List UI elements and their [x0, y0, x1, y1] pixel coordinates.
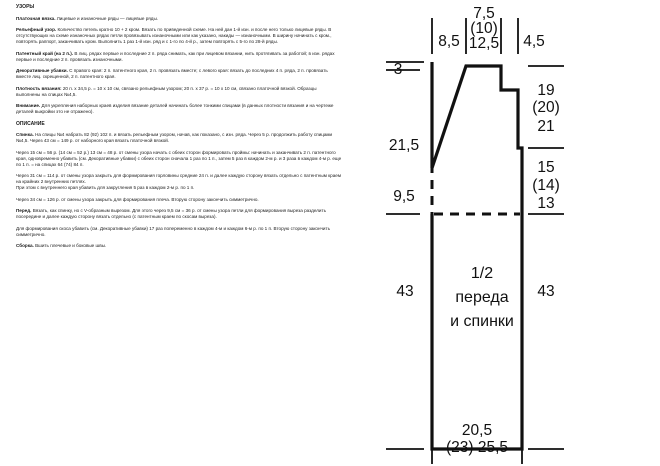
- dim-side: (14): [532, 177, 560, 194]
- dim-side: 13: [537, 195, 555, 212]
- term: Перед.: [16, 208, 32, 214]
- dim-bottom-width: 20,5: [461, 422, 493, 439]
- dim-lower-right: 43: [537, 283, 555, 300]
- term: Плотность вязания:: [16, 85, 62, 91]
- paragraph-vneck-decreases: Для формирования скоса убавить (см. Декоративные убавки) 17 раз попеременно в каждом 4-м и каждом 6-м р. по 1 п. Вторую сторону закончить симметрично.: [16, 225, 330, 237]
- paragraph-armholes: Через 15 см = 56 р. (14 см = 52 р.) 13 см = 48 р. от смены узора начать с обеих сторон формировать проймы: начинать и заканчивать 2 п. патентного края, одновременно убавить (см. Декоративные убавки) с обеих сторон сначала 1 раз по 1 п., затем 5 раз в каждом 2-м р. и 3 раза в каждом 4-м р. еще по 1 п. = на спицах 64 (74) 84 п.: [16, 149, 342, 167]
- dim-bottom-width: (23) 25,5: [445, 439, 509, 456]
- dim-side: 15: [537, 159, 555, 176]
- dim-neck: 12,5: [468, 35, 500, 52]
- dim-lower-left: 43: [396, 283, 414, 300]
- paragraph-body: Вязать, как спинку, но с V-образным вырезом. Для этого через 9,5 см = 36 р. от смены узора петли для формирования выреза разделить посередине и далее каждую сторону вязать отдельно (с патентным краем по скосам выреза).: [16, 208, 326, 220]
- term: Патентный край (на 2 п.).: [16, 50, 74, 56]
- paragraph-body: При этом с внутреннего края убавить для закругления 5 раз в каждом 2-м р. по 1 п.: [16, 185, 195, 191]
- dim-right-shoulder: 4,5: [523, 33, 545, 50]
- piece-label-line: и спинки: [450, 313, 514, 330]
- dim-armhole: 19: [537, 82, 555, 99]
- paragraph-body: Количество петель кратно 10 + 2 кром. Вязать по приведенной схеме. На ней дан 1-й изн. и после него только лицевые ряды. В отсутствующих на схеме изнаночных рядах петли провязывать изнаночными или как указано, накиды — изнаночными. В ширину начинать с кром., повторять раппорт, заканчивать кром. Выполнить 1 раз 1-й изн. ряд и с 1-го по 4-й р., затем повторять с 5-го по 28-й ряды.: [16, 26, 332, 45]
- dimension-labels: [389, 5, 560, 456]
- dim-shoulder: 8,5: [438, 33, 460, 50]
- term: Сборка.: [16, 243, 34, 249]
- dim-neck: (10): [470, 20, 498, 37]
- paragraph-body: Через 31 см = 114 р. от смены узора закрыть для формирования горловины средние 24 п. и далее каждую сторону вязать отдельно с патентным краем на крайних 2 внутренних петлях.: [16, 173, 341, 185]
- term: Спинка.: [16, 132, 34, 138]
- paragraph-body: 20 п. x 34,5 р. = 10 x 10 см, связано рельефным узором; 20 п. x 37 р. = 10 x 10 см, связано платочной вязкой. Образцы выполнены на спицах №4,5.: [16, 85, 317, 97]
- dim-neck: 7,5: [473, 5, 495, 22]
- paragraph-body: В лиц. рядах первые и последние 2 п. ряда снимать, как при лицевом вязании, нить протягивать за работой; в изн. рядах первые и последние 2 п. провязать изнаночными.: [16, 50, 335, 62]
- paragraph-body: С правого края: 2 п. патентного края, 2 п. провязать вместе; с левого края: вязать до последних 4 п. ряда, 2 п. провязать вместе лиц. скрещенной, 2 п. патентного края.: [16, 68, 328, 80]
- paragraph-body: На спицы №4 набрать 82 (92) 102 п. и вязать рельефным узором, начав, как показано, с изн. ряда. Через 5 р. продолжить работу спицами №4,5. Через 43 см = 149 р. от наборного края вязать платочной вязкой.: [16, 132, 333, 144]
- dim-armhole: (20): [532, 99, 560, 116]
- term: Внимание.: [16, 103, 41, 109]
- term: Платочная вязка.: [16, 15, 56, 21]
- piece-outline: [432, 62, 522, 449]
- paragraph-body: Для укрепления наборных краев изделия вязание деталей начинать более тонкими спицами (в данных плотности вязания и на чертеже деталей выкройки это не отражено).: [16, 103, 334, 115]
- piece-label-line: 1/2: [470, 265, 494, 282]
- piece-label: [450, 265, 514, 330]
- dim-armhole: 21: [537, 118, 555, 135]
- paragraph-body: Лицевые и изнаночные ряды — лицевые ряды.: [55, 15, 159, 21]
- term: Декоративные убавки.: [16, 68, 68, 74]
- piece-label-line: переда: [455, 289, 509, 306]
- term: Рельефный узор.: [16, 26, 57, 32]
- dim-vneck-start: 9,5: [393, 188, 415, 205]
- dim-neckline: 21,5: [388, 137, 420, 154]
- dim-neck-drop: 3: [393, 61, 403, 78]
- paragraph-body: Вшить плечевые и боковые швы.: [33, 243, 107, 249]
- heading-patterns: УЗОРЫ: [16, 4, 35, 10]
- paragraph-shoulder: Через 34 см = 126 р. от смены узора закрыть для формирования плеча. Вторую сторону закончить симметрично.: [16, 196, 259, 202]
- heading-description: ОПИСАНИЕ: [16, 120, 45, 127]
